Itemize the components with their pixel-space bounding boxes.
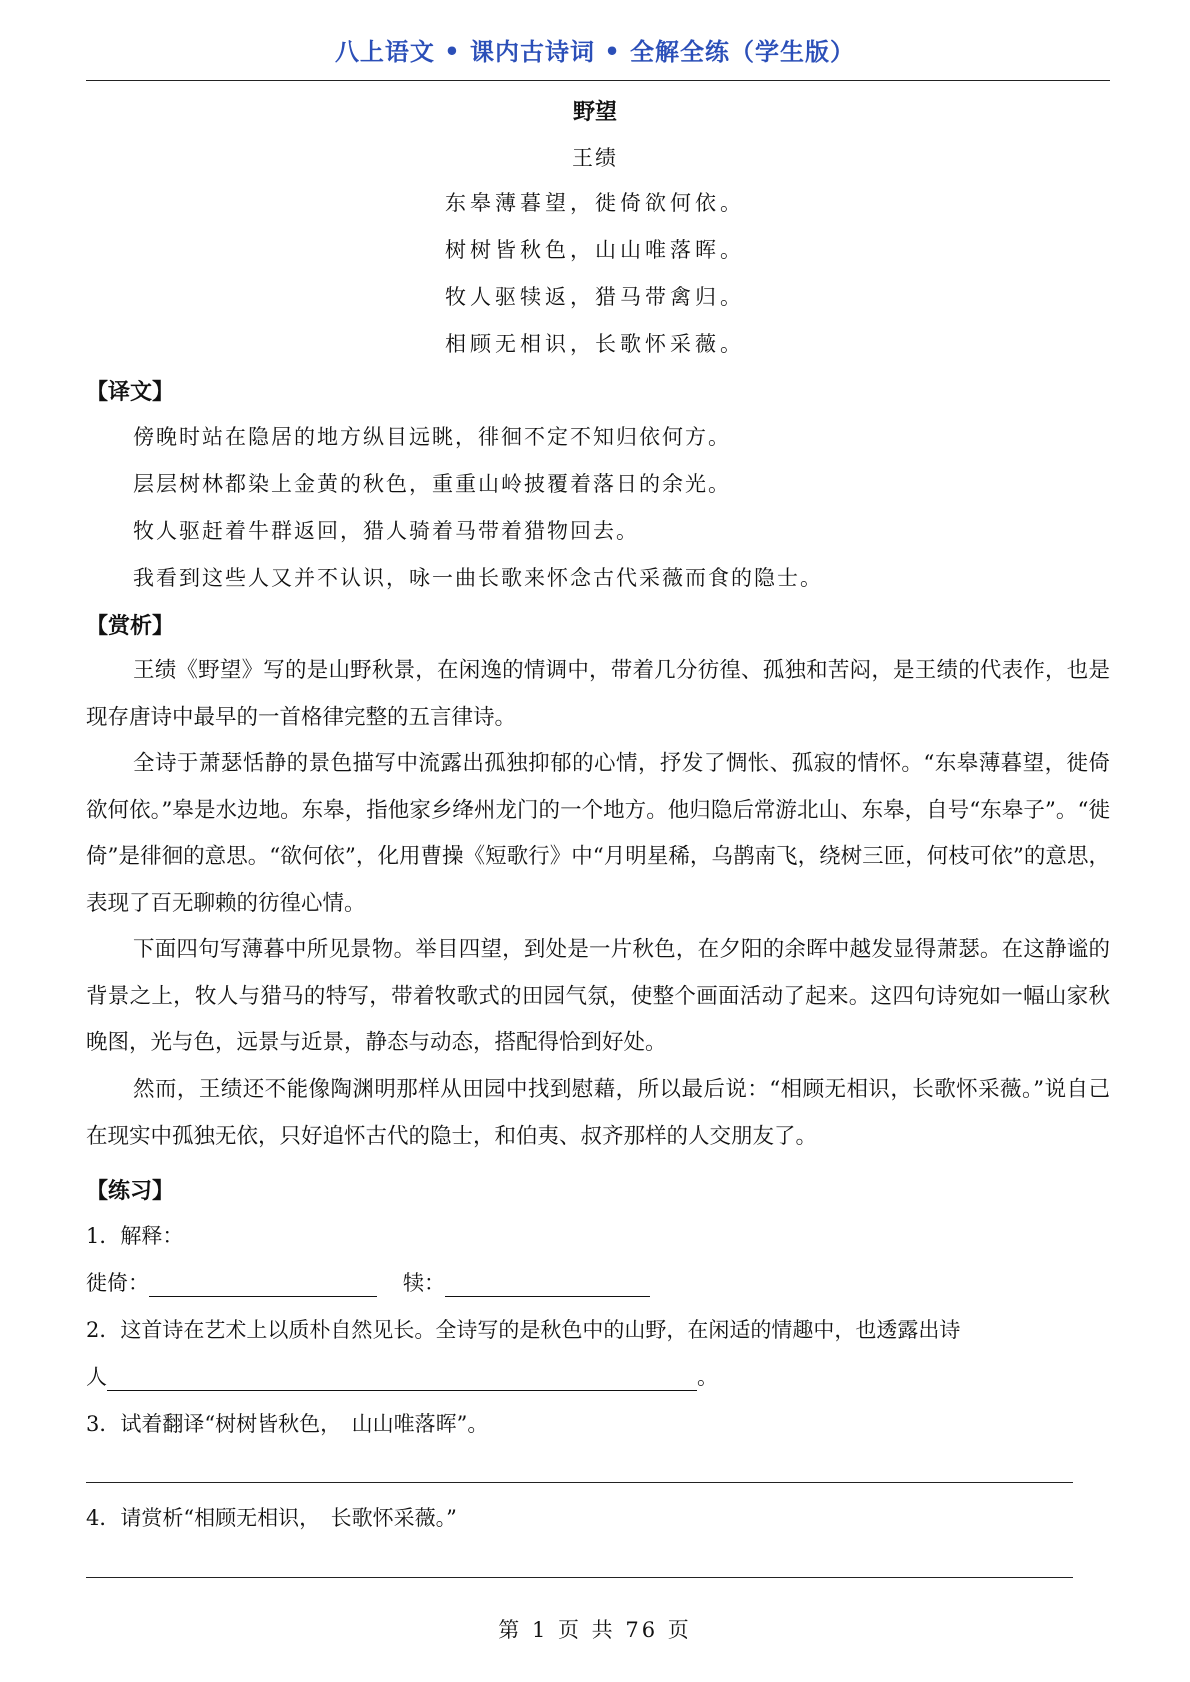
- poem-title: 野望: [572, 100, 617, 125]
- document-header: 八上语文 • 课内古诗词 • 全解全练（学生版）: [334, 37, 856, 66]
- question-2-end: 。: [697, 1365, 718, 1389]
- appreciation-paragraph: 全诗于萧瑟恬静的景色描写中流露出孤独抑郁的心情，抒发了惆怅、孤寂的情怀。“东皋薄暮望，徙倚欲何依。”皋是水边地。东皋，指他家乡绛州龙门的一个地方。他归隐后常游北山、东皋，自号“东皋子”。“徙倚”是徘徊的意思。“欲何依”，化用曹操《短歌行》中“月明星稀，乌鹊南飞，绕树三匝，何枝可依”的意思，表现了百无聊赖的彷徨心情。: [86, 751, 1110, 916]
- header-divider: [86, 80, 1110, 81]
- question-4: 4．请赏析“相顾无相识， 长歌怀采薇。”: [86, 1506, 457, 1530]
- poem-line: 树树皆秋色，山山唯落晖。: [445, 238, 745, 262]
- appreciation-paragraph: 然而，王绩还不能像陶渊明那样从田园中找到慰藉，所以最后说：“相顾无相识，长歌怀采薇。”说自己在现实中孤独无依，只好追怀古代的隐士，和伯夷、叔齐那样的人交朋友了。: [86, 1077, 1110, 1149]
- term-label: 徙倚：: [86, 1271, 149, 1295]
- question-1: 1．解释：: [86, 1224, 184, 1248]
- answer-blank[interactable]: [149, 1274, 377, 1297]
- page-number: 第 1 页 共 76 页: [498, 1618, 692, 1642]
- translation-line: 我看到这些人又并不认识，咏一曲长歌来怀念古代采薇而食的隐士。: [133, 566, 823, 590]
- appreciation-heading: 【赏析】: [86, 614, 175, 639]
- question-2: 2．这首诗在艺术上以质朴自然见长。全诗写的是秋色中的山野，在闲适的情趣中，也透露出诗: [86, 1318, 961, 1342]
- translation-line: 傍晚时站在隐居的地方纵目远眺，徘徊不定不知归依何方。: [133, 425, 731, 449]
- poem-author: 王绩: [572, 146, 618, 170]
- poem-line: 相顾无相识，长歌怀采薇。: [445, 332, 745, 356]
- question-1-answers: [86, 1267, 650, 1297]
- translation-heading: 【译文】: [86, 380, 175, 405]
- question-2-lead: 人: [86, 1365, 107, 1389]
- answer-blank[interactable]: [107, 1368, 697, 1391]
- term-label: 犊：: [403, 1271, 445, 1295]
- translation-line: 层层树林都染上金黄的秋色，重重山岭披覆着落日的余光。: [133, 472, 731, 496]
- poem-line: 牧人驱犊返，猎马带禽归。: [445, 285, 745, 309]
- translation-line: 牧人驱赶着牛群返回，猎人骑着马带着猎物回去。: [133, 519, 639, 543]
- exercise-heading: 【练习】: [86, 1179, 175, 1204]
- appreciation-paragraph: 下面四句写薄暮中所见景物。举目四望，到处是一片秋色，在夕阳的余晖中越发显得萧瑟。在这静谧的背景之上，牧人与猎马的特写，带着牧歌式的田园气氛，使整个画面活动了起来。这四句诗宛如一幅山家秋晚图，光与色，远景与近景，静态与动态，搭配得恰到好处。: [86, 937, 1110, 1055]
- answer-line[interactable]: [86, 1577, 1073, 1578]
- question-2-answer: [86, 1361, 718, 1391]
- appreciation-paragraph: 王绩《野望》写的是山野秋景，在闲逸的情调中，带着几分彷徨、孤独和苦闷，是王绩的代表作，也是现存唐诗中最早的一首格律完整的五言律诗。: [86, 658, 1110, 730]
- question-3: 3．试着翻译“树树皆秋色， 山山唯落晖”。: [86, 1412, 489, 1436]
- answer-blank[interactable]: [445, 1274, 650, 1297]
- poem-line: 东皋薄暮望，徙倚欲何依。: [445, 191, 745, 215]
- answer-line[interactable]: [86, 1482, 1073, 1483]
